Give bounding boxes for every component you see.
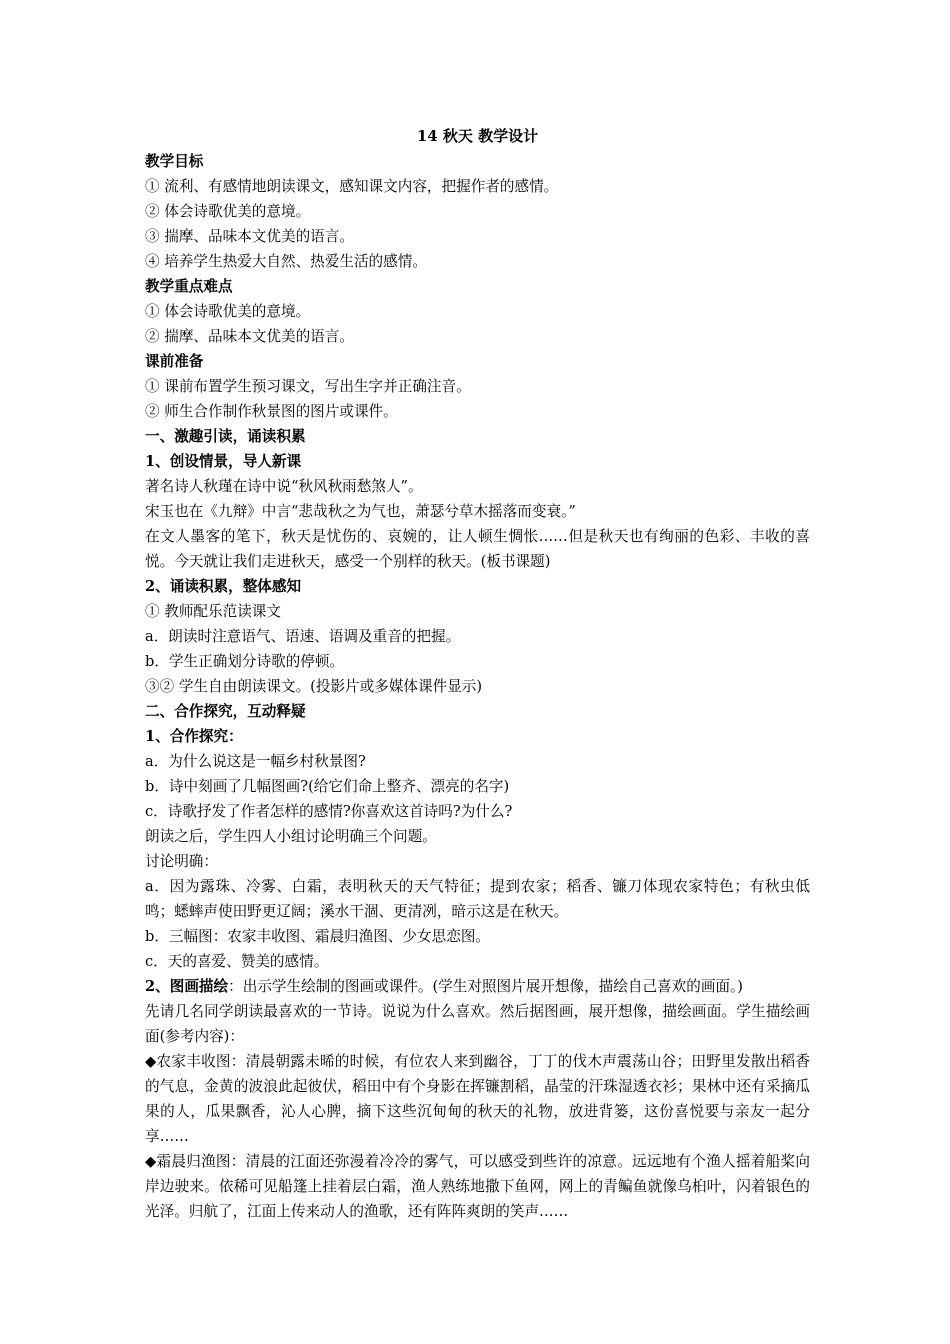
body-line: a．朗读时注意语气、语速、语调及重音的把握。 xyxy=(145,628,461,645)
question-line: c．诗歌抒发了作者怎样的感情?你喜欢这首诗吗?为什么? xyxy=(145,803,513,820)
body-line: ③② 学生自由朗读课文。(投影片或多媒体课件显示) xyxy=(145,678,483,695)
part2-sub1-heading: 1、合作探究： xyxy=(145,728,243,745)
document-title: 14 秋天 教学设计 xyxy=(416,127,539,145)
body-line: 著名诗人秋瑾在诗中说“秋风秋雨愁煞人”。 xyxy=(145,478,423,495)
question-line: a．为什么说这是一幅乡村秋景图? xyxy=(145,753,366,770)
body-line: 朗读之后，学生四人小组讨论明确三个问题。 xyxy=(145,828,437,845)
objective-item: ④ 培养学生热爱大自然、热爱生活的感情。 xyxy=(145,253,427,270)
scene-paragraph-fishing: ◆霜晨归渔图：清晨的江面还弥漫着冷冷的雾气，可以感受到些许的凉意。远远地有个渔人摇着船桨向岸边驶来。依稀可见船篷上挂着层白霜，渔人熟练地撒下鱼网，网上的青鳊鱼就像乌桕叶，闪着银色的光泽。归航了，江面上传来动人的渔歌，还有阵阵爽朗的笑声…… xyxy=(145,1153,810,1220)
part2-sub2-heading: 2、图画描绘 xyxy=(145,978,229,995)
preparation-item: ① 课前布置学生预习课文，写出生字并正确注音。 xyxy=(145,378,471,395)
key-points-heading: 教学重点难点 xyxy=(145,278,233,295)
body-line: ① 教师配乐范读课文 xyxy=(145,603,281,620)
preparation-heading: 课前准备 xyxy=(145,353,204,370)
answer-paragraph: a．因为露珠、冷雾、白霜，表明秋天的天气特征；提到农家；稻香、镰刀体现农家特色；有秋虫低鸣；蟋蟀声使田野更辽阔；溪水干涸、更清冽，暗示这是在秋天。 xyxy=(145,878,810,920)
part2-sub2-heading-rest: ：出示学生绘制的图画或课件。(学生对照图片展开想像，描绘自己喜欢的画面。) xyxy=(228,978,743,995)
answer-line: b．三幅图：农家丰收图、霜晨归渔图、少女思恋图。 xyxy=(145,928,491,945)
part1-sub1-heading: 1、创设情景，导人新课 xyxy=(145,453,302,470)
part1-sub2-heading: 2、诵读积累，整体感知 xyxy=(145,578,302,595)
body-paragraph: 在文人墨客的笔下，秋天是忧伤的、哀婉的，让人顿生惆怅……但是秋天也有绚丽的色彩、丰收的喜悦。今天就让我们走进秋天，感受一个别样的秋天。(板书课题) xyxy=(145,528,810,570)
body-line: 宋玉也在《九辩》中言“悲哉秋之为气也，萧瑟兮草木摇落而变衰。” xyxy=(145,503,576,520)
body-paragraph: 先请几名同学朗读最喜欢的一节诗。说说为什么喜欢。然后据图画，展开想像，描绘画面。学生描绘画面(参考内容)： xyxy=(145,1003,810,1045)
objectives-heading: 教学目标 xyxy=(145,153,204,170)
objective-item: ③ 揣摩、品味本文优美的语言。 xyxy=(145,228,354,245)
document-page xyxy=(145,124,810,1224)
part1-heading: 一、激趣引读，诵读积累 xyxy=(145,428,306,445)
objective-item: ① 流利、有感情地朗读课文，感知课文内容，把握作者的感情。 xyxy=(145,178,559,195)
objective-item: ② 体会诗歌优美的意境。 xyxy=(145,203,311,220)
key-point-item: ① 体会诗歌优美的意境。 xyxy=(145,303,311,320)
scene-paragraph-harvest: ◆农家丰收图：清晨朝露未晞的时候，有位农人来到幽谷，丁丁的伐木声震荡山谷；田野里发散出稻香的气息，金黄的波浪此起彼伏，稻田中有个身影在挥镰割稻，晶莹的汗珠湿透衣衫；果林中还有采摘瓜果的人，瓜果飘香，沁人心脾，摘下这些沉甸甸的秋天的礼物，放进背篓，这份喜悦要与亲友一起分享…… xyxy=(145,1053,810,1145)
key-point-item: ② 揣摩、品味本文优美的语言。 xyxy=(145,328,354,345)
body-line: b．学生正确划分诗歌的停顿。 xyxy=(145,653,345,670)
question-line: b．诗中刻画了几幅图画?(给它们命上整齐、漂亮的名字) xyxy=(145,778,510,795)
preparation-item: ② 师生合作制作秋景图的图片或课件。 xyxy=(145,403,398,420)
answer-line: c．天的喜爱、赞美的感情。 xyxy=(145,953,329,970)
part2-heading: 二、合作探究，互动释疑 xyxy=(145,703,306,720)
body-line: 讨论明确： xyxy=(145,853,218,870)
part2-sub2-intro xyxy=(145,974,810,999)
